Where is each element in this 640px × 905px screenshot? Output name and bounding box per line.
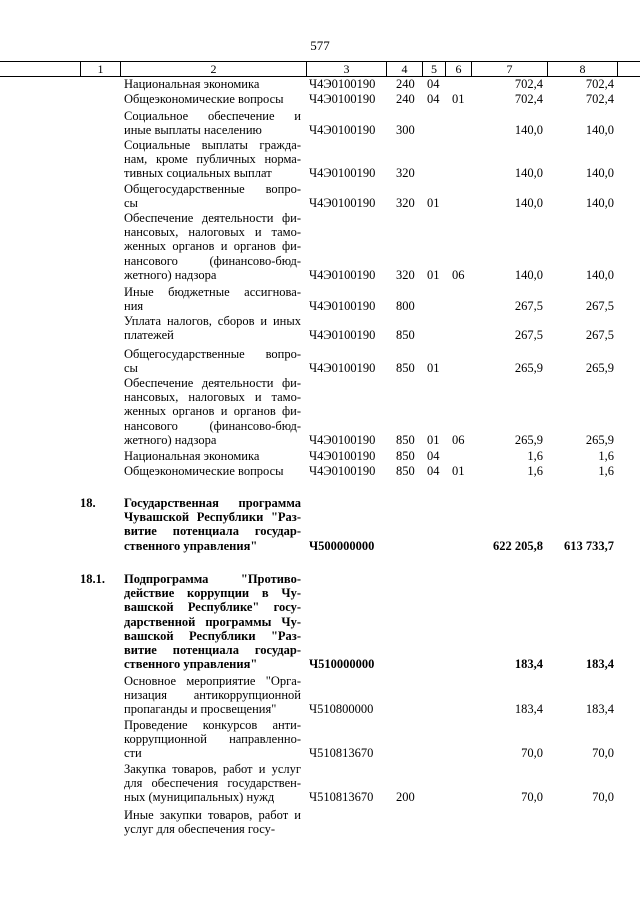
description-line: услуг для обеспечения госу- [124, 822, 276, 837]
row-10-col6: 06 [452, 432, 465, 447]
description-line: пропаганды и просвещения" [124, 702, 277, 717]
description-line: Национальная экономика [124, 449, 260, 463]
header-col-7: 7 [471, 62, 547, 76]
description-line: витие потенциала государ- [124, 524, 301, 539]
row-3-col4: 300 [396, 123, 415, 138]
row-1-col4: 240 [396, 77, 415, 91]
row-16-value-col8: 70,0 [592, 746, 614, 761]
row-12-value-col8: 1,6 [598, 464, 614, 478]
row-13-description [124, 496, 301, 553]
description-line: ственного управления" [124, 538, 258, 553]
description-line: нансовых, налоговых и тамо- [124, 390, 301, 405]
description-line: Социальные выплаты гражда- [124, 138, 301, 152]
row-10-col4: 850 [396, 432, 415, 447]
description-line: нансового (финансово-бюд- [124, 253, 301, 268]
row-4-col4: 320 [396, 166, 415, 181]
description-line: Подпрограмма "Противо- [124, 572, 301, 586]
row-17-value-col7: 70,0 [521, 790, 543, 805]
table-header [0, 61, 640, 77]
row-11-value-col8: 1,6 [598, 449, 614, 463]
description-line: Социальное обеспечение и [124, 109, 301, 123]
row-8-col4: 850 [396, 328, 415, 343]
row-6-col5: 01 [427, 267, 440, 282]
row-2-code: Ч4Э0100190 [309, 92, 376, 106]
header-col-6: 6 [445, 62, 471, 76]
description-line: Основное мероприятие "Орга- [124, 674, 301, 688]
row-9-value-col7: 265,9 [514, 361, 543, 376]
row-7-code: Ч4Э0100190 [309, 299, 376, 314]
row-10-value-col7: 265,9 [514, 432, 543, 447]
row-9-value-col8: 265,9 [585, 361, 614, 376]
row-14-value-col7: 183,4 [514, 657, 543, 672]
row-12-code: Ч4Э0100190 [309, 464, 376, 478]
description-line: Национальная экономика [124, 77, 260, 91]
description-line: коррупционной направленно- [124, 732, 301, 747]
description-line: нам, кроме публичных норма- [124, 152, 301, 167]
row-14-code: Ч510000000 [309, 657, 375, 672]
row-4-description [124, 138, 301, 181]
row-9-col5: 01 [427, 361, 440, 376]
header-col-5: 5 [422, 62, 445, 76]
row-7-description [124, 285, 301, 313]
row-2-col5: 04 [427, 92, 440, 106]
description-line: платежей [124, 328, 174, 343]
description-line: ния [124, 299, 144, 314]
row-9-code: Ч4Э0100190 [309, 361, 376, 376]
description-line: Обеспечение деятельности фи- [124, 211, 301, 225]
row-3-value-col7: 140,0 [514, 123, 543, 138]
row-5-value-col7: 140,0 [514, 196, 543, 211]
row-12-value-col7: 1,6 [527, 464, 543, 478]
description-line: Закупка товаров, работ и услуг [124, 762, 301, 776]
description-line: дарственной программы Чу- [124, 614, 301, 629]
row-16-description [124, 718, 301, 761]
row-1-col5: 04 [427, 77, 440, 91]
row-2-col4: 240 [396, 92, 415, 106]
description-line: Общегосударственные вопро- [124, 182, 301, 196]
description-line: Общегосударственные вопро- [124, 347, 301, 361]
description-line: Общеэкономические вопросы [124, 92, 284, 106]
description-line: нансовых, налоговых и тамо- [124, 225, 301, 240]
description-line: вашской Республике" госу- [124, 600, 301, 615]
row-13-number: 18. [80, 496, 96, 510]
header-col-2: 2 [120, 62, 306, 76]
header-col-3: 3 [306, 62, 386, 76]
row-5-code: Ч4Э0100190 [309, 196, 376, 211]
row-7-value-col8: 267,5 [585, 299, 614, 314]
row-5-col4: 320 [396, 196, 415, 211]
row-11-description [124, 449, 301, 463]
row-7-col4: 800 [396, 299, 415, 314]
row-11-code: Ч4Э0100190 [309, 449, 376, 463]
row-10-value-col8: 265,9 [585, 432, 614, 447]
row-17-code: Ч510813670 [309, 790, 374, 805]
row-4-value-col7: 140,0 [514, 166, 543, 181]
row-1-value-col8: 702,4 [585, 77, 614, 91]
row-6-value-col7: 140,0 [514, 267, 543, 282]
row-9-description [124, 347, 301, 375]
description-line: Иные бюджетные ассигнова- [124, 285, 301, 299]
row-12-col4: 850 [396, 464, 415, 478]
description-line: иные выплаты населению [124, 123, 262, 138]
row-11-col5: 04 [427, 449, 440, 463]
row-9-col4: 850 [396, 361, 415, 376]
description-line: сы [124, 196, 138, 211]
description-line: Обеспечение деятельности фи- [124, 376, 301, 390]
description-line: нансового (финансово-бюд- [124, 418, 301, 433]
row-8-code: Ч4Э0100190 [309, 328, 376, 343]
row-5-col5: 01 [427, 196, 440, 211]
row-6-col4: 320 [396, 267, 415, 282]
row-5-description [124, 182, 301, 210]
description-line: низация антикоррупционной [124, 688, 301, 703]
row-13-code: Ч500000000 [309, 538, 375, 553]
row-12-col6: 01 [452, 464, 465, 478]
row-8-value-col8: 267,5 [585, 328, 614, 343]
description-line: сы [124, 361, 138, 376]
row-1-description [124, 77, 301, 91]
row-3-description [124, 109, 301, 137]
header-col-1: 1 [80, 62, 120, 76]
header-col-8: 8 [547, 62, 618, 76]
row-15-value-col8: 183,4 [585, 702, 614, 717]
description-line: Чувашской Республики "Раз- [124, 510, 301, 525]
row-2-description [124, 92, 301, 106]
row-4-value-col8: 140,0 [585, 166, 614, 181]
description-line: Уплата налогов, сборов и иных [124, 314, 301, 328]
row-14-number: 18.1. [80, 572, 105, 586]
row-2-col6: 01 [452, 92, 465, 106]
description-line: женных органов и органов фи- [124, 404, 301, 419]
row-6-value-col8: 140,0 [585, 267, 614, 282]
row-2-value-col7: 702,4 [514, 92, 543, 106]
row-6-code: Ч4Э0100190 [309, 267, 376, 282]
description-line: Государственная программа [124, 496, 301, 510]
description-line: жетного) надзора [124, 267, 217, 282]
description-line: витие потенциала государ- [124, 643, 301, 658]
description-line: Иные закупки товаров, работ и [124, 808, 301, 822]
row-13-value-col8: 613 733,7 [564, 538, 614, 553]
description-line: для обеспечения государствен- [124, 776, 301, 791]
row-15-description [124, 674, 301, 717]
description-line: сти [124, 746, 142, 761]
row-10-description [124, 376, 301, 447]
row-15-code: Ч510800000 [309, 702, 374, 717]
description-line: женных органов и органов фи- [124, 239, 301, 254]
row-3-value-col8: 140,0 [585, 123, 614, 138]
row-8-value-col7: 267,5 [514, 328, 543, 343]
description-line: ственного управления" [124, 657, 258, 672]
row-14-value-col8: 183,4 [585, 657, 614, 672]
row-11-col4: 850 [396, 449, 415, 463]
row-13-value-col7: 622 205,8 [493, 538, 543, 553]
description-line: жетного) надзора [124, 432, 217, 447]
header-col-4: 4 [386, 62, 422, 76]
row-14-description [124, 572, 301, 671]
page-number: 577 [310, 38, 330, 53]
row-15-value-col7: 183,4 [514, 702, 543, 717]
row-8-description [124, 314, 301, 342]
row-16-value-col7: 70,0 [521, 746, 543, 761]
row-6-description [124, 211, 301, 282]
row-1-code: Ч4Э0100190 [309, 77, 376, 91]
row-17-description [124, 762, 301, 805]
row-2-value-col8: 702,4 [585, 92, 614, 106]
description-line: вашской Республики "Раз- [124, 628, 301, 643]
row-4-code: Ч4Э0100190 [309, 166, 376, 181]
row-5-value-col8: 140,0 [585, 196, 614, 211]
row-10-col5: 01 [427, 432, 440, 447]
row-17-col4: 200 [396, 790, 415, 805]
row-16-code: Ч510813670 [309, 746, 374, 761]
row-12-col5: 04 [427, 464, 440, 478]
description-line: Общеэкономические вопросы [124, 464, 284, 478]
row-6-col6: 06 [452, 267, 465, 282]
row-17-value-col8: 70,0 [592, 790, 614, 805]
row-7-value-col7: 267,5 [514, 299, 543, 314]
row-12-description [124, 464, 301, 478]
description-line: ных (муниципальных) нужд [124, 790, 275, 805]
row-3-code: Ч4Э0100190 [309, 123, 376, 138]
row-18-description [124, 808, 301, 836]
row-10-code: Ч4Э0100190 [309, 432, 376, 447]
description-line: Проведение конкурсов анти- [124, 718, 301, 732]
row-1-value-col7: 702,4 [514, 77, 543, 91]
description-line: действие коррупции в Чу- [124, 586, 301, 601]
description-line: тивных социальных выплат [124, 166, 272, 181]
row-11-value-col7: 1,6 [527, 449, 543, 463]
